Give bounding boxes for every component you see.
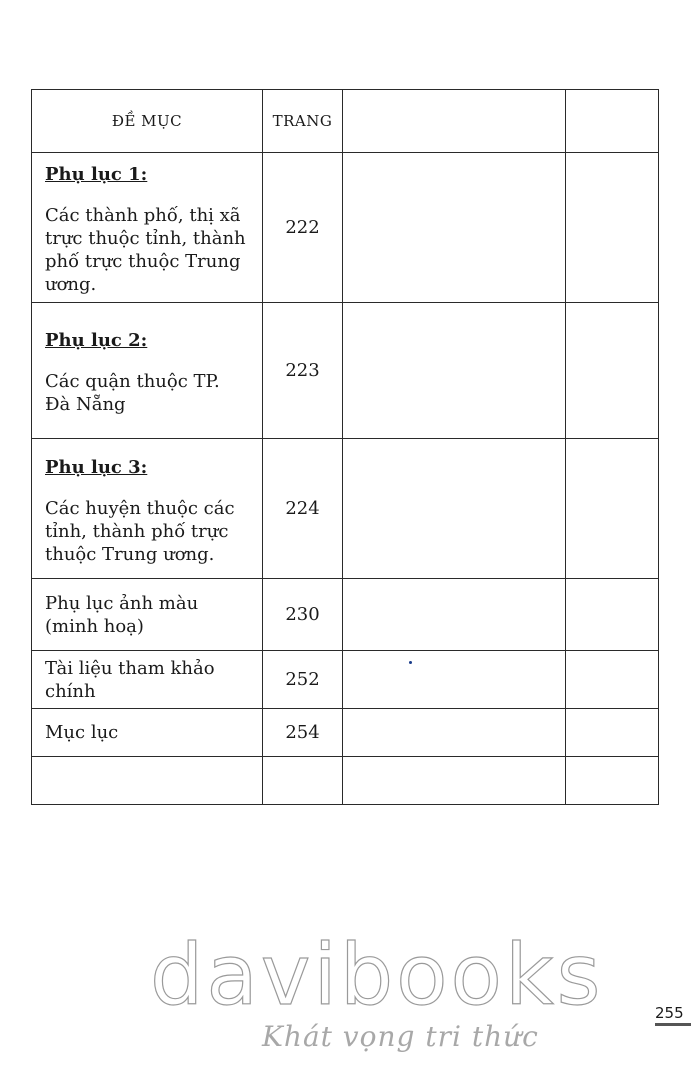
header-blank-1	[343, 90, 566, 153]
toc-table	[31, 89, 659, 805]
page-number-cell: 254	[263, 709, 343, 757]
empty-cell	[343, 153, 566, 303]
empty-cell	[566, 651, 659, 709]
table-row	[32, 709, 659, 757]
header-row	[32, 90, 659, 153]
empty-cell	[343, 303, 566, 439]
table-row	[32, 651, 659, 709]
empty-cell	[566, 709, 659, 757]
table-row	[32, 153, 659, 303]
table-row	[32, 439, 659, 579]
watermark-tagline: Khát vọng tri thức	[262, 1020, 539, 1053]
page-number-cell: 222	[263, 153, 343, 303]
entry-text: Các huyện thuộc các tỉnh, thành phố trực thuộc Trung ương.	[45, 497, 235, 565]
entry-cell	[32, 439, 263, 579]
empty-cell	[32, 757, 263, 805]
page-number-cell: 252	[263, 651, 343, 709]
header-page: TRANG	[263, 90, 343, 153]
empty-cell	[343, 651, 566, 709]
ink-dot	[409, 661, 412, 664]
entry-text: Phụ lục ảnh màu (minh hoạ)	[32, 579, 263, 651]
empty-cell	[566, 153, 659, 303]
entry-text: Các quận thuộc TP. Đà Nẵng	[45, 371, 220, 415]
empty-cell	[343, 757, 566, 805]
empty-cell	[566, 439, 659, 579]
entry-cell	[32, 303, 263, 439]
empty-cell	[566, 303, 659, 439]
empty-cell	[343, 439, 566, 579]
empty-cell	[343, 709, 566, 757]
entry-text: Các thành phố, thị xã trực thuộc tỉnh, thành phố trực thuộc Trung ương.	[45, 205, 246, 295]
watermark-logo: davibooks	[150, 926, 604, 1024]
header-blank-2	[566, 90, 659, 153]
page-number-underline	[655, 1023, 691, 1026]
table-row	[32, 303, 659, 439]
page-number: 255	[655, 1004, 684, 1022]
empty-cell	[343, 579, 566, 651]
empty-cell	[566, 757, 659, 805]
entry-text: Tài liệu tham khảo chính	[32, 651, 263, 709]
page-number-cell: 224	[263, 439, 343, 579]
empty-cell	[263, 757, 343, 805]
appendix-heading: Phụ lục 3:	[45, 456, 148, 478]
entry-text: Mục lục	[32, 709, 263, 757]
page-number-cell: 230	[263, 579, 343, 651]
appendix-heading: Phụ lục 2:	[45, 330, 148, 351]
table-row-empty	[32, 757, 659, 805]
entry-cell	[32, 153, 263, 303]
table-row	[32, 579, 659, 651]
page-number-cell: 223	[263, 303, 343, 439]
appendix-heading: Phụ lục 1:	[45, 164, 148, 185]
header-section: ĐỀ MỤC	[32, 90, 263, 153]
empty-cell	[566, 579, 659, 651]
